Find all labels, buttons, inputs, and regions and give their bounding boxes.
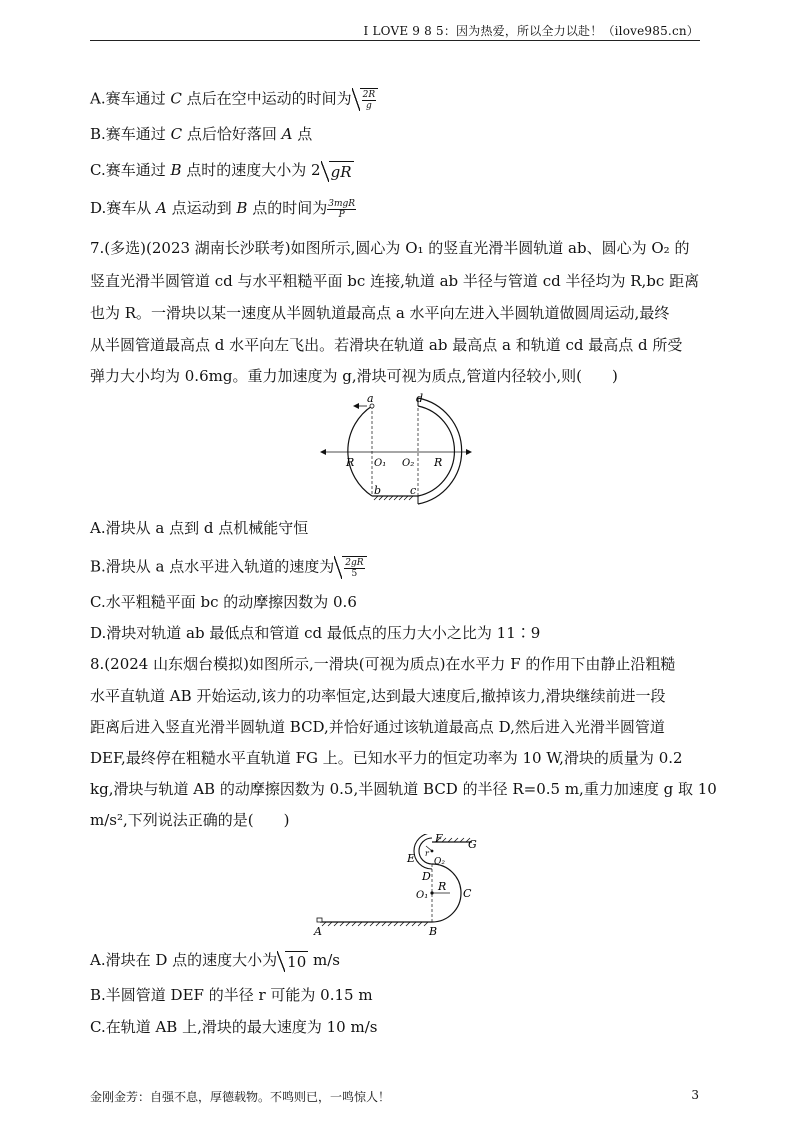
q7-fig-label-o2: O₂ [402,458,415,469]
q8-fig-label-D: D [422,870,431,883]
q8-fig-label-o2: O₂ [434,857,445,867]
q7-fig-label-b: b [374,484,382,497]
q7-option-a: A.滑块从 a 点到 d 点机械能守恒 [90,519,309,537]
q7-option-d: D.滑块对轨道 ab 最低点和管道 cd 最低点的压力大小之比为 11∶9 [90,624,541,642]
q7-stem-line: 也为 R。一滑块以某一速度从半圆轨道最高点 a 水平向左进入半圆轨道做圆周运动,最终 [90,304,670,322]
q8-fig-label-F: F [435,834,443,845]
q7-fig-label-c: c [410,484,417,497]
q8-fig-label-r: r [425,849,429,858]
q7-fig-label-a: a [367,392,374,405]
page-header: I LOVE 9 8 5：因为热爱，所以全力以赴！（ilove985.cn） [363,24,699,38]
q6-option-c: C.赛车通过 B 点时的速度大小为 2 gR [90,161,352,181]
q7-figure [320,392,472,510]
page-number: 3 [691,1088,699,1102]
q6-option-a: A.赛车通过 C 点后在空中运动的时间为 $\frac{2R}{g}$ [90,88,702,111]
q8-stem-line: DEF,最终停在粗糙水平直轨道 FG 上。已知水平力的恒定功率为 10 W,滑块的质量为 0.2 [90,749,683,767]
q7-option-c: C.水平粗糙平面 bc 的动摩擦因数为 0.6 [90,593,357,611]
q7-fig-label-r-left: R [346,456,355,469]
q7-fig-label-r-right: R [434,456,443,469]
q7-stem-line: 7.(多选)(2023 湖南长沙联考)如图所示,圆心为 O₁ 的竖直光滑半圆轨道 ab、圆心为 O₂ 的 [90,239,690,257]
q6-option-d: D.赛车从 A 点运动到 B 点的时间为 $\frac{\text{3mgR}}{P}$ [90,198,356,220]
page-footer-motto: 金刚金芳：自强不息，厚德载物。不鸣则已，一鸣惊人！ [90,1090,391,1104]
q8-option-c: C.在轨道 AB 上,滑块的最大速度为 10 m/s [90,1018,378,1036]
q8-fig-label-A: A [314,925,322,938]
q8-fig-label-G: G [468,838,477,851]
q8-stem-line: m/s²,下列说法正确的是( ) [90,811,290,829]
q8-stem-line: 水平直轨道 AB 开始运动,该力的功率恒定,达到最大速度后,撤掉该力,滑块继续前进一段 [90,687,666,705]
q8-fig-label-E: E [407,852,416,865]
q7-option-b: B.滑块从 a 点水平进入轨道的速度为 $\frac{2gR}{5}$ [90,556,702,579]
q8-fig-label-C: C [463,887,472,900]
q7-stem-line: 弹力大小均为 0.6mg。重力加速度为 g,滑块可视为质点,管道内径较小,则( ) [90,367,618,385]
q7-stem-line: 从半圆管道最高点 d 水平向左飞出。若滑块在轨道 ab 最高点 a 和轨道 cd 最高点 d 所受 [90,336,683,354]
q8-stem-line: 距离后进入竖直光滑半圆轨道 BCD,并恰好通过该轨道最高点 D,然后进入光滑半圆管道 [90,718,665,736]
q8-option-b: B.半圆管道 DEF 的半径 r 可能为 0.15 m [90,986,373,1004]
q7-fig-label-o1: O₁ [374,458,387,469]
q8-option-a: A.滑块在 D 点的速度大小为 10 m/s [90,951,341,971]
q8-stem-line: kg,滑块与轨道 AB 的动摩擦因数为 0.5,半圆轨道 BCD 的半径 R=0.5 m,重力加速度 g 取 10 [90,780,717,798]
header-divider [90,40,700,41]
q8-fig-label-R: R [438,880,447,893]
q6-option-b: B.赛车通过 C 点后恰好落回 A 点 [90,125,313,143]
q8-stem-line: 8.(2024 山东烟台模拟)如图所示,一滑块(可视为质点)在水平力 F 的作用下由静止沿粗糙 [90,655,676,673]
q7-stem-line: 竖直光滑半圆管道 cd 与水平粗糙平面 bc 连接,轨道 ab 半径与管道 cd 半径均为 R,bc 距离 [90,272,700,290]
q8-fig-label-B: B [429,925,438,938]
q8-fig-label-o1: O₁ [416,890,429,901]
q7-fig-label-d: d [416,392,424,405]
q8-figure [312,834,492,940]
